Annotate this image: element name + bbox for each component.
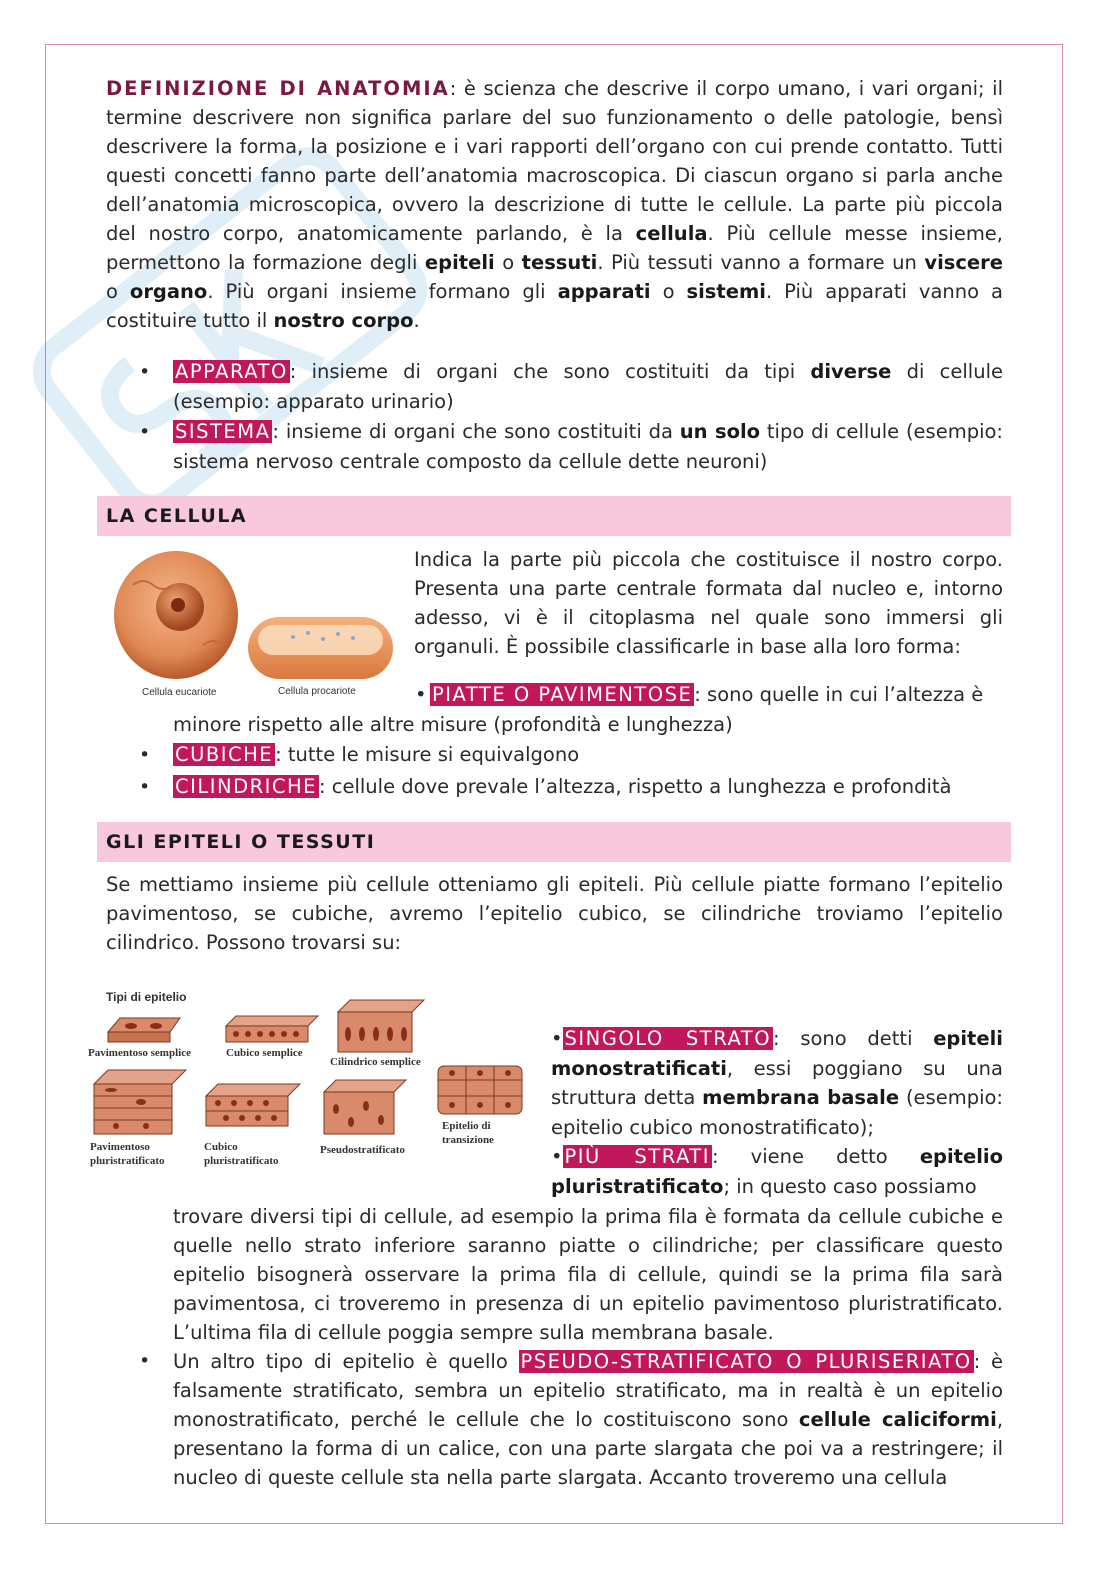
cellula-paragraph: Indica la parte più piccola che costituisce il nostro corpo. Presenta una parte centrale formata dal nucleo e, intorno adesso, vi è il citoplasma nel quale sono immersi gli organuli. È possibile classificarle in base alla loro forma:	[414, 548, 1003, 658]
bullet: •	[551, 1027, 563, 1050]
intro-text: : è scienza che descrive il corpo umano, i vari organi; il termine descrivere non significa parlare del suo funzionamento o delle patologie, bensì descrivere la forma, la posizione e i vari rapporti dell’organo con cui prende contatto. Tutti questi concetti fanno parte dell’anatomia macroscopica. Di ciascun organo si parla anche dell’anatomia microscopica, ovvero la descrizione di tutte le cellule. La parte più piccola del nostro corpo, anatomicamente parlando, è la	[106, 77, 1003, 245]
label-cil-semplice: Cilindrico semplice	[330, 1056, 421, 1068]
term-viscere: viscere	[924, 251, 1003, 274]
list-text: Un altro tipo di epitelio è quello	[173, 1350, 519, 1373]
bold-term: epiteli monostratificati	[551, 1027, 1003, 1080]
pav-semplice-drawing	[108, 1018, 180, 1042]
label-trans-1: Epitelio di	[442, 1120, 491, 1132]
term-organo: organo	[129, 280, 208, 303]
term-cellula: cellula	[635, 222, 708, 245]
trans-drawing	[438, 1066, 522, 1114]
highlight-term: PIATTE O PAVIMENTOSE	[432, 683, 693, 706]
list-item	[106, 357, 1003, 417]
cellula-text-block	[414, 545, 1003, 661]
intro-text: . Più tessuti vanno a formare un	[597, 251, 925, 274]
definitions-list	[106, 357, 1003, 477]
list-text: , essi poggiano su una struttura detta	[551, 1056, 1003, 1109]
figure-title: Tipi di epitelio	[106, 990, 187, 1004]
label-trans-2: transizione	[442, 1134, 494, 1146]
list-text: : sono detti	[773, 1027, 934, 1050]
intro-text: o	[106, 280, 130, 303]
list-item	[106, 680, 1003, 710]
label-cub-pluri-2: pluristratificato	[204, 1155, 279, 1167]
prokaryote-cytoplasm-shape	[258, 625, 383, 655]
ribosome-dot	[306, 631, 310, 635]
intro-block	[106, 74, 1003, 335]
intro-text: . Più organi insieme formano gli	[207, 280, 558, 303]
label-pav-pluri-1: Pavimentoso	[90, 1141, 150, 1153]
strati-continuation-block	[106, 1202, 1003, 1492]
highlight-term: CILINDRICHE	[175, 775, 317, 798]
ribosome-dot	[336, 632, 340, 636]
pseudo-drawing	[324, 1080, 406, 1134]
bullet: •	[415, 683, 427, 706]
term-sistemi: sistemi	[686, 280, 766, 303]
label-procariote: Cellula procariote	[278, 686, 356, 697]
epiteli-paragraph: Se mettiamo insieme più cellule otteniamo gli epiteli. Più cellule piatte formano l’epitelio pavimentoso, se cubiche, avremo l’epitelio cubico, se cilindriche troviamo l’epitelio cilindrico. Possono trovarsi su:	[106, 873, 1003, 954]
term-apparati: apparati	[557, 280, 651, 303]
list-text: : tutte le misure si equivalgono	[275, 743, 580, 766]
term-epiteli: epiteli	[424, 251, 495, 274]
highlight-term: APPARATO	[175, 360, 288, 383]
label-pseudo: Pseudostratificato	[320, 1144, 405, 1156]
pav-pluri-drawing	[94, 1070, 186, 1134]
intro-text: o	[650, 280, 687, 303]
ribosome-dot	[291, 635, 295, 639]
list-text: : sono quelle in cui l’altezza è	[694, 683, 984, 706]
list-text: : viene detto	[711, 1145, 920, 1168]
list-item	[106, 1347, 1003, 1492]
label-cub-pluri-1: Cubico	[204, 1141, 238, 1153]
section-heading-cellula: LA CELLULA	[97, 496, 1011, 536]
bold-term: un solo	[679, 420, 761, 443]
piu-strati-continuation: trovare diversi tipi di cellule, ad esempio la prima fila è formata da cellule cubiche e quelle nello strato inferiore saranno piatte o cilindriche; per classificare questo epitelio bisognerà osservare la prima fila di cellule, quindi se la prima fila sarà pavimentosa, ci troveremo in presenza di un epitelio pavimentoso pluristratificato. L’ultima fila di cellule poggia sempre sulla membrana basale.	[173, 1205, 1003, 1344]
term-tessuti: tessuti	[521, 251, 598, 274]
list-item-continuation: minore rispetto alle altre misure (profondità e lunghezza)	[173, 713, 733, 736]
highlight-term: PSEUDO-STRATIFICATO O PLURISERIATO	[520, 1350, 972, 1373]
intro-text: o	[494, 251, 522, 274]
list-text: : cellule dove prevale l’altezza, rispetto a lunghezza e profondità	[318, 775, 952, 798]
highlight-term: CUBICHE	[175, 743, 274, 766]
cell-shapes-list	[106, 740, 1003, 802]
bold-term: diverse	[810, 360, 892, 383]
bold-term: epitelio pluristratificato	[551, 1145, 1003, 1198]
list-item-piu	[551, 1142, 1003, 1201]
epithelium-figure	[86, 984, 536, 1169]
highlight-term: SISTEMA	[175, 420, 271, 443]
section-heading-epiteli: GLI EPITELI O TESSUTI	[97, 822, 1011, 862]
list-item-singolo	[551, 1024, 1003, 1142]
list-item	[106, 417, 1003, 477]
nucleolus-shape	[171, 598, 185, 612]
list-text: tipo di cellule (esempio: sistema nervoso centrale composto da cellule dette neuroni)	[173, 420, 1004, 473]
intro-text: . Più apparati vanno a costituire tutto il	[106, 280, 1003, 332]
intro-text: .	[413, 309, 420, 332]
list-text: ; in questo caso possiamo	[723, 1174, 977, 1198]
bullet: •	[551, 1145, 563, 1168]
list-item	[106, 772, 1003, 802]
list-text: , presentano la forma di un calice, con una parte slargata che poi va a restringere; il nucleo di queste cellule sta nella parte slargata. Accanto troveremo una cellula	[173, 1408, 1004, 1489]
term-nostro-corpo: nostro corpo	[273, 309, 414, 332]
highlight-term: SINGOLO STRATO	[564, 1027, 772, 1050]
cub-semplice-drawing	[226, 1016, 318, 1042]
bold-term: cellule caliciformi	[798, 1408, 997, 1431]
label-cub-semplice: Cubico semplice	[226, 1047, 303, 1059]
highlight-term: PIÙ STRATI	[564, 1145, 710, 1168]
list-text: (esempio: epitelio cubico monostratificato);	[551, 1086, 1004, 1139]
intro-text: . Più cellule messe insieme, permettono la formazione degli	[106, 222, 1004, 274]
definition-title: DEFINIZIONE DI ANATOMIA	[106, 77, 450, 100]
intro-paragraph	[106, 74, 1003, 335]
cub-pluri-drawing	[206, 1084, 300, 1126]
list-text: : insieme di organi che sono costituiti da	[272, 420, 680, 443]
cell-shapes-list-wrap	[106, 680, 1003, 802]
epiteli-text-block	[106, 870, 1003, 957]
definitions-list-wrap	[106, 357, 1003, 477]
label-pav-semplice: Pavimentoso semplice	[88, 1047, 191, 1059]
list-text: di cellule (esempio: apparato urinario)	[173, 360, 1003, 413]
ribosome-dot	[351, 636, 355, 640]
cil-semplice-drawing	[338, 1000, 424, 1052]
label-pav-pluri-2: pluristratificato	[90, 1155, 165, 1167]
strati-right-column	[551, 1024, 1003, 1201]
pseudo-list	[106, 1347, 1003, 1492]
list-item	[106, 740, 1003, 770]
list-text: : insieme di organi che sono costituiti da tipi	[289, 360, 811, 383]
list-line	[413, 683, 983, 706]
bold-term: membrana basale	[702, 1086, 900, 1109]
label-eucariote: Cellula eucariote	[142, 687, 217, 698]
list-text: : è falsamente stratificato, sembra un epitelio stratificato, ma in realtà è un epitelio monostratificato, perché le cellule che lo costituiscono sono	[173, 1350, 1003, 1431]
ribosome-dot	[321, 637, 325, 641]
